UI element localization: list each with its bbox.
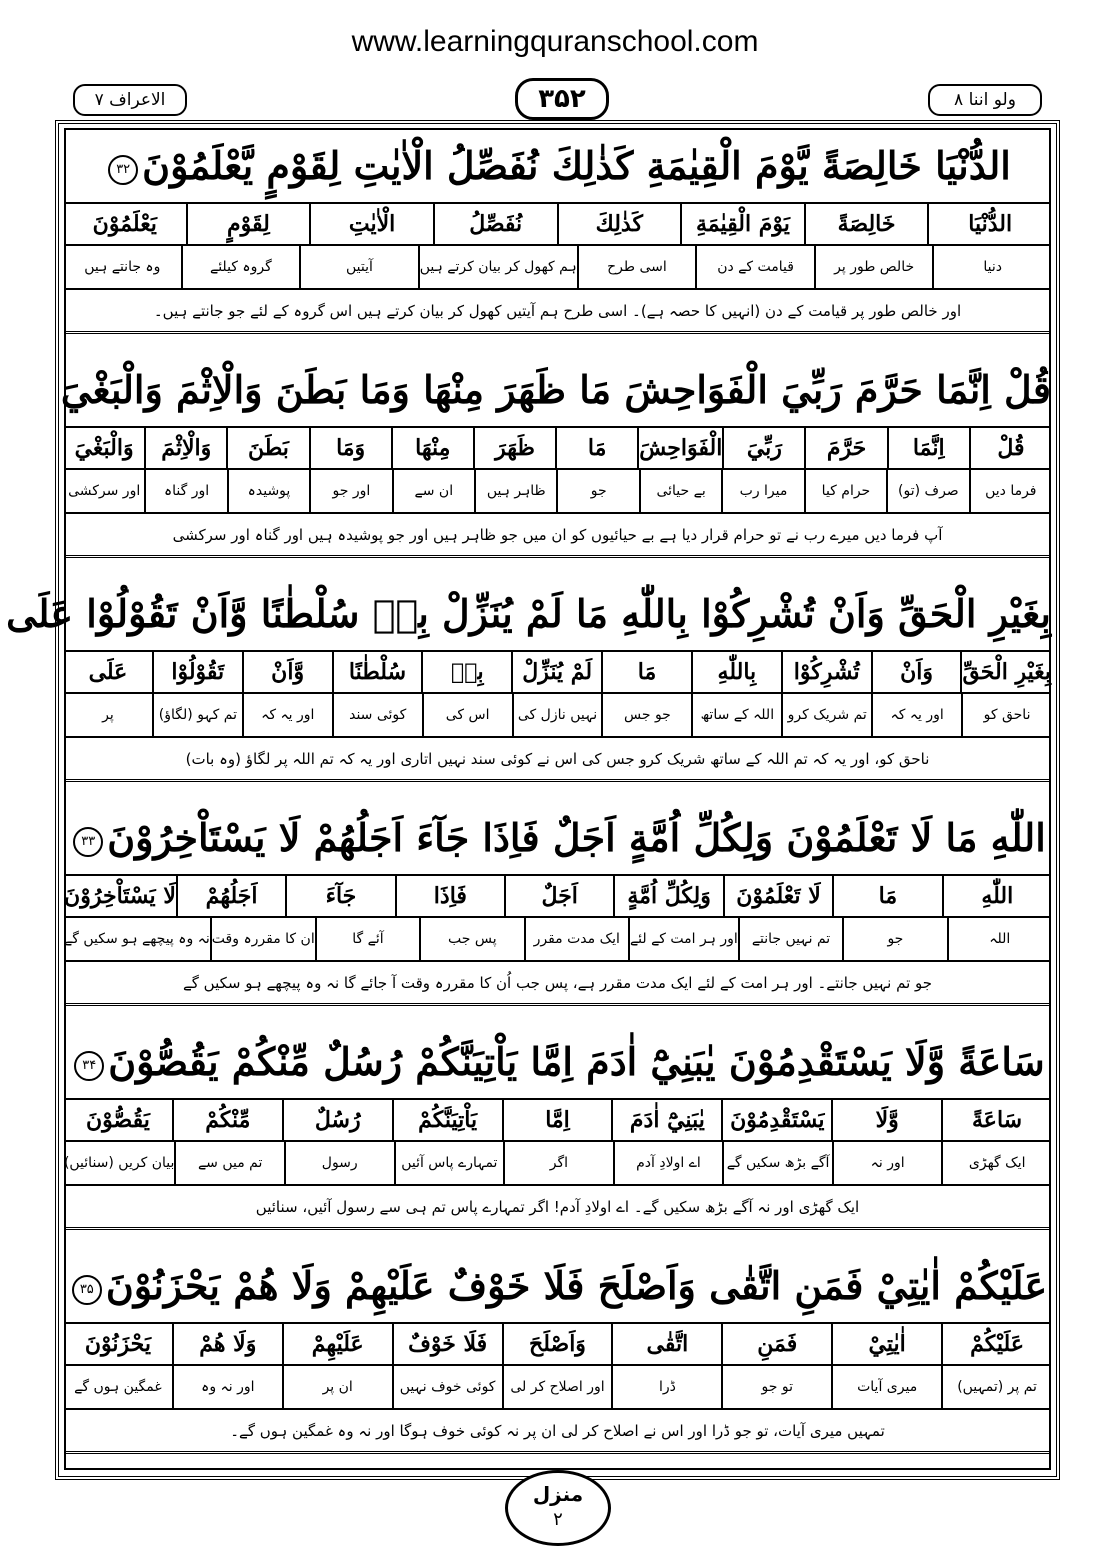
word-cell: لِقَوْمٍ: [186, 204, 310, 244]
meaning-cell: گروہ کیلئے: [181, 246, 300, 288]
meaning-cell: اللہ: [947, 918, 1051, 960]
translation-line: ناحق کو، اور یہ کہ تم اللہ کے ساتھ شریک کرو جس کی اس نے کوئی سند نہیں اتاری اور یہ کہ تم اللہ پر لگاؤ (وہ بات): [64, 738, 1051, 782]
meaning-cell: تم میں سے: [174, 1142, 284, 1184]
word-cell: اٰيٰتِيْ: [831, 1324, 941, 1364]
ayah-line: [60, 352, 1051, 428]
meaning-cell: رسول: [284, 1142, 394, 1184]
word-cell: وَّاَنْ: [242, 652, 332, 692]
meaning-cell: فرما دیں: [969, 470, 1051, 512]
meaning-cell: آیتیں: [299, 246, 418, 288]
word-cell: رُسُلٌ: [282, 1100, 392, 1140]
word-cell: عَلَيْكُمْ: [941, 1324, 1051, 1364]
page-header: [55, 78, 1060, 122]
word-cell: تُشْرِكُوْا: [781, 652, 871, 692]
ayah-number-marker: ۳۵: [72, 1275, 102, 1305]
word-cell: وَلِكُلِّ اُمَّةٍ: [613, 876, 722, 916]
word-cell: يَاْتِيَنَّكُمْ: [392, 1100, 502, 1140]
word-cell: اللّٰهِ: [942, 876, 1051, 916]
meaning-row: [64, 1366, 1051, 1410]
ayah-text: اللّٰهِ مَا لَا تَعْلَمُوْنَ وَلِكُلِّ اُمَّةٍ اَجَلٌ فَاِذَا جَآءَ اَجَلُهُمْ لَا يَسْتَاْخِرُوْنَ: [107, 815, 1046, 860]
word-cell: يَسْتَقْدِمُوْنَ: [721, 1100, 831, 1140]
word-cell: عَلَيْهِمْ: [282, 1324, 392, 1364]
word-cell: سَاعَةً: [941, 1100, 1051, 1140]
meaning-cell: پوشیدہ: [227, 470, 309, 512]
word-cell: مَا: [601, 652, 691, 692]
meaning-cell: اور اصلاح کر لی: [502, 1366, 612, 1408]
meaning-cell: ہم کھول کر بیان کرتے ہیں: [418, 246, 577, 288]
manzil-label: منزل: [532, 1482, 584, 1506]
translation-line: ایک گھڑی اور نہ آگے بڑھ سکیں گے۔ اے اولادِ آدم! اگر تمہارے پاس تم ہی سے رسول آئیں، سنائیں: [64, 1186, 1051, 1230]
word-cell: قُلْ: [969, 428, 1051, 468]
word-cell: وَمَا: [309, 428, 391, 468]
verse-block: [64, 1248, 1051, 1472]
word-cell: فَمَنِ: [721, 1324, 831, 1364]
word-cell: مَا: [832, 876, 941, 916]
word-cell: لَا يَسْتَاْخِرُوْنَ: [64, 883, 176, 909]
meaning-cell: قیامت کے دن: [695, 246, 814, 288]
meaning-cell: میری آیات: [831, 1366, 941, 1408]
word-row: [64, 652, 1051, 694]
meaning-cell: ایک مدت مقرر: [524, 918, 628, 960]
word-cell: تَقُوْلُوْا: [152, 652, 242, 692]
ayah-number-marker: ۳۴: [74, 1051, 104, 1081]
meaning-cell: اور یہ کہ: [242, 694, 332, 736]
word-cell: اِمَّا: [502, 1100, 612, 1140]
word-cell: وَّلَا: [831, 1100, 941, 1140]
word-cell: الْاٰيٰتِ: [309, 204, 433, 244]
meaning-row: [64, 918, 1051, 962]
word-row: [64, 1100, 1051, 1142]
word-cell: لَمْ يُنَزِّلْ: [511, 652, 601, 692]
meaning-cell: جو جس: [601, 694, 691, 736]
word-cell: جَآءَ: [285, 876, 394, 916]
ayah-text: سَاعَةً وَّلَا يَسْتَقْدِمُوْنَ يٰبَنِيْٓ اٰدَمَ اِمَّا يَاْتِيَنَّكُمْ رُسُلٌ مِّنْكُمْ يَقُصُّوْنَ: [108, 1039, 1045, 1084]
ayah-line: [64, 128, 1051, 204]
ayah-line: [64, 1248, 1051, 1324]
ayah-line: [6, 576, 1051, 652]
ayah-number-marker: ۳۲: [108, 155, 138, 185]
translation-line: اور خالص طور پر قیامت کے دن (انہیں کا حصہ ہے)۔ اسی طرح ہم آیتیں کھول کر بیان کرتے ہیں اس گروہ کے لئے جو جانتے ہیں۔: [64, 290, 1051, 334]
word-cell: مِّنْكُمْ: [172, 1100, 282, 1140]
meaning-row: [64, 694, 1051, 738]
word-cell: كَذٰلِكَ: [557, 204, 681, 244]
meaning-cell: جو: [842, 918, 946, 960]
word-cell: اَجَلُهُمْ: [176, 876, 285, 916]
word-cell: عَلَى: [88, 659, 128, 685]
word-cell: بِغَيْرِ الْحَقِّ: [960, 652, 1051, 692]
meaning-cell: ڈرا: [611, 1366, 721, 1408]
para-name: ولو اننا ۸: [928, 84, 1042, 116]
meaning-cell: تو جو: [721, 1366, 831, 1408]
meaning-row: [64, 1142, 1051, 1186]
meaning-cell: بے حیائی: [639, 470, 721, 512]
word-cell: الدُّنْيَا: [927, 204, 1051, 244]
word-cell: وَالْاِثْمَ: [144, 428, 226, 468]
verse-block: [6, 576, 1051, 800]
meaning-cell: کوئی سند: [332, 694, 422, 736]
meaning-cell: آگے بڑھ سکیں گے: [722, 1142, 832, 1184]
word-row: [64, 428, 1051, 470]
meaning-cell: دنیا: [932, 246, 1051, 288]
word-cell: مِنْهَا: [391, 428, 473, 468]
meaning-cell: ناحق کو: [961, 694, 1051, 736]
word-row: [64, 204, 1051, 246]
word-cell: يَقُصُّوْنَ: [86, 1107, 150, 1133]
meaning-cell: آئے گا: [315, 918, 419, 960]
ayah-text: الدُّنْيَا خَالِصَةً يَّوْمَ الْقِيٰمَةِ كَذٰلِكَ نُفَصِّلُ الْاٰيٰتِ لِقَوْمٍ يَّعْلَمُوْنَ: [142, 143, 1011, 188]
word-cell: بَطَنَ: [226, 428, 308, 468]
verse-block: [64, 800, 1051, 1024]
meaning-cell: جو: [556, 470, 638, 512]
verse-block: [60, 352, 1051, 576]
ayah-text: قُلْ اِنَّمَا حَرَّمَ رَبِّيَ الْفَوَاحِشَ مَا ظَهَرَ مِنْهَا وَمَا بَطَنَ وَالْاِثْمَ وَالْبَغْيَ: [60, 367, 1051, 412]
meaning-cell: اسی طرح: [577, 246, 696, 288]
meaning-cell: وہ جانتے ہیں: [84, 259, 161, 275]
ayah-text: بِغَيْرِ الْحَقِّ وَاَنْ تُشْرِكُوْا بِاللّٰهِ مَا لَمْ يُنَزِّلْ بِهٖ سُلْطٰنًا وَّاَنْ تَقُوْلُوْا عَلَى: [6, 591, 1051, 636]
site-url[interactable]: www.learningquranschool.com: [351, 25, 759, 58]
ayah-text: عَلَيْكُمْ اٰيٰتِيْ فَمَنِ اتَّقٰى وَاَصْلَحَ فَلَا خَوْفٌ عَلَيْهِمْ وَلَا هُمْ يَحْزَنُوْنَ: [105, 1263, 1048, 1308]
meaning-cell: پر: [102, 707, 114, 723]
meaning-cell: تم نہیں جانتے: [738, 918, 842, 960]
manzil-number: ۲: [553, 1509, 563, 1530]
meaning-cell: ایک گھڑی: [941, 1142, 1051, 1184]
word-row: [64, 1324, 1051, 1366]
meaning-cell: حرام کیا: [804, 470, 886, 512]
meaning-cell: خالص طور پر: [814, 246, 933, 288]
ayah-number-marker: ۳۳: [73, 827, 103, 857]
meaning-row: [64, 470, 1051, 514]
word-cell: وَالْبَغْيَ: [74, 435, 134, 461]
meaning-cell: کوئی خوف نہیں: [392, 1366, 502, 1408]
word-cell: فَلَا خَوْفٌ: [392, 1324, 502, 1364]
meaning-cell: اور گناہ: [144, 470, 226, 512]
verse-block: [64, 1024, 1051, 1248]
meaning-cell: اور نہ: [832, 1142, 942, 1184]
word-cell: رَبِّيَ: [722, 428, 804, 468]
word-cell: سُلْطٰنًا: [332, 652, 422, 692]
word-cell: لَا تَعْلَمُوْنَ: [723, 876, 832, 916]
manzil-badge: [505, 1470, 611, 1546]
meaning-cell: تم کہو (لگاؤ): [152, 694, 242, 736]
word-cell: وَاَصْلَحَ: [502, 1324, 612, 1364]
word-cell: يٰبَنِيْٓ اٰدَمَ: [611, 1100, 721, 1140]
word-cell: ظَهَرَ: [473, 428, 555, 468]
page-number: ۳۵۲: [515, 78, 609, 120]
surah-name: الاعراف ۷: [73, 84, 187, 116]
translation-line: آپ فرما دیں میرے رب نے تو حرام قرار دیا ہے بے حیائیوں کو ان میں جو ظاہر ہیں اور جو پوشیدہ ہیں اور گناہ اور سرکشی: [64, 514, 1051, 558]
word-cell: اتَّقٰى: [611, 1324, 721, 1364]
translation-line: جو تم نہیں جانتے۔ اور ہر امت کے لئے ایک مدت مقرر ہے، پس جب اُن کا مقررہ وقت آ جائے گا نہ وہ پیچھے ہو سکیں گے: [64, 962, 1051, 1006]
meaning-cell: ظاہر ہیں: [474, 470, 556, 512]
ayah-line: [64, 1024, 1051, 1100]
word-cell: فَاِذَا: [395, 876, 504, 916]
meaning-cell: میرا رب: [721, 470, 803, 512]
word-row: [64, 876, 1051, 918]
meaning-cell: ان پر: [282, 1366, 392, 1408]
ayah-line: [64, 800, 1051, 876]
meaning-cell: اللہ کے ساتھ: [691, 694, 781, 736]
meaning-cell: نہیں نازل کی: [512, 694, 602, 736]
meaning-cell: اور جو: [309, 470, 391, 512]
word-cell: وَلَا هُمْ: [172, 1324, 282, 1364]
word-cell: يَعْلَمُوْنَ: [92, 211, 157, 237]
meaning-cell: اور ہر امت کے لئے: [628, 918, 738, 960]
word-cell: حَرَّمَ: [804, 428, 886, 468]
meaning-cell: اگر: [503, 1142, 613, 1184]
word-cell: الْفَوَاحِشَ: [637, 428, 722, 468]
meaning-cell: ان کا مقررہ وقت: [210, 918, 315, 960]
meaning-cell: تمہارے پاس آئیں: [394, 1142, 504, 1184]
meaning-cell: اس کی: [422, 694, 512, 736]
meaning-cell: پس جب: [419, 918, 523, 960]
meaning-cell: نہ وہ پیچھے ہو سکیں گے: [64, 931, 210, 947]
word-cell: وَاَنْ: [871, 652, 961, 692]
word-cell: اِنَّمَا: [887, 428, 969, 468]
word-cell: بِاللّٰهِ: [691, 652, 781, 692]
meaning-cell: صرف (تو): [886, 470, 968, 512]
meaning-cell: تم پر (تمہیں): [941, 1366, 1051, 1408]
meaning-cell: تم شریک کرو: [781, 694, 871, 736]
meaning-cell: اور نہ وہ: [172, 1366, 282, 1408]
word-cell: يَحْزَنُوْنَ: [84, 1331, 151, 1357]
word-cell: اَجَلٌ: [504, 876, 613, 916]
meaning-cell: اے اولادِ آدم: [613, 1142, 723, 1184]
verse-block: [64, 128, 1051, 352]
word-cell: بِهٖ: [421, 652, 511, 692]
word-cell: مَا: [555, 428, 637, 468]
meaning-cell: اور یہ کہ: [871, 694, 961, 736]
meaning-cell: بیان کریں (سنائیں): [63, 1155, 175, 1171]
word-cell: خَالِصَةً: [804, 204, 928, 244]
meaning-cell: ان سے: [392, 470, 474, 512]
meaning-cell: اور سرکشی: [68, 483, 141, 499]
translation-line: تمہیں میری آیات، تو جو ڈرا اور اس نے اصلاح کر لی ان پر نہ کوئی خوف ہوگا اور نہ وہ غمگین ہوں گے۔: [64, 1410, 1051, 1454]
meaning-row: [64, 246, 1051, 290]
word-cell: يَوْمَ الْقِيٰمَةِ: [680, 204, 804, 244]
meaning-cell: غمگین ہوں گے: [74, 1379, 162, 1395]
word-cell: نُفَصِّلُ: [433, 204, 557, 244]
